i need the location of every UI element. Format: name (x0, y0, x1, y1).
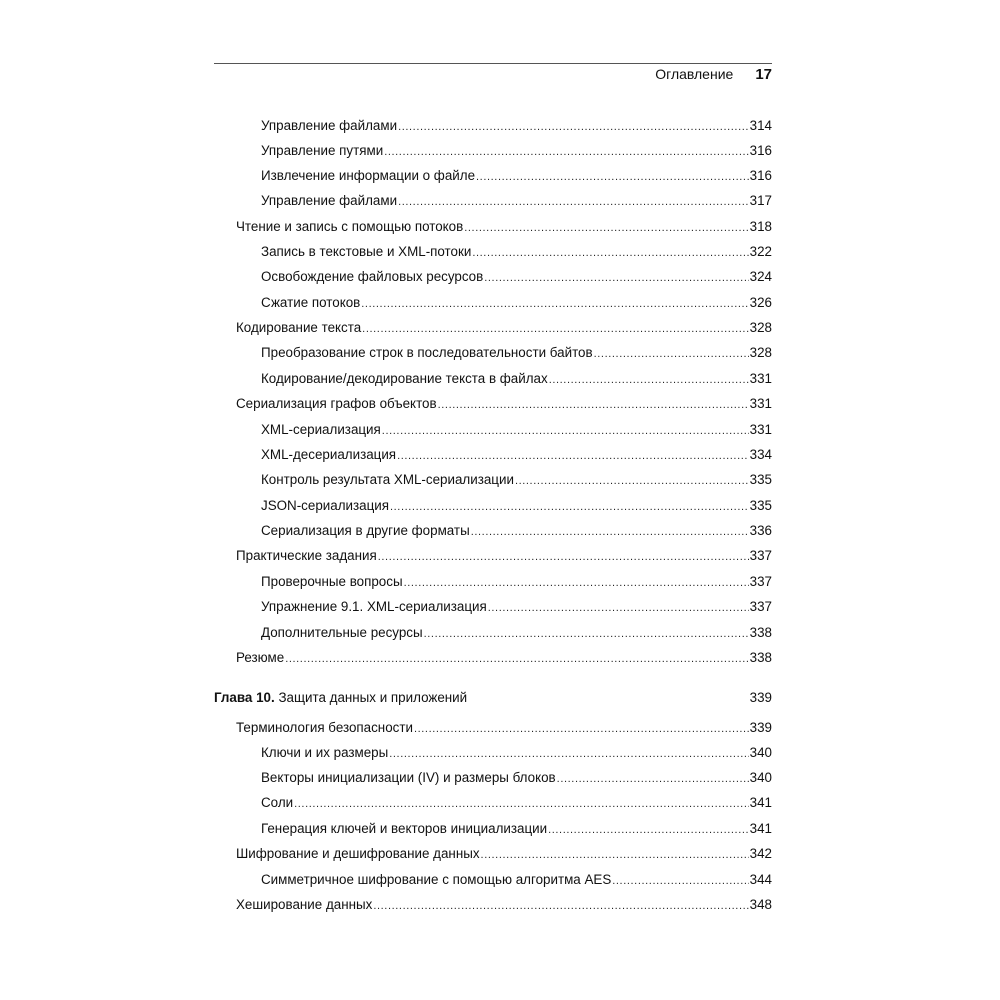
chapter-prefix: Глава 10. (214, 690, 275, 705)
dot-leader (549, 370, 749, 389)
toc-entry[interactable] (261, 191, 772, 211)
toc-entry[interactable] (261, 267, 772, 287)
toc-entry-page: 317 (749, 193, 772, 208)
toc-entry-label: Сжатие потоков (261, 295, 361, 310)
toc-entry-label: Практические задания (236, 548, 377, 563)
toc-section-entry[interactable] (236, 394, 772, 414)
toc-entry-page: 337 (749, 548, 772, 563)
toc-entry-label: Кодирование текста (236, 320, 362, 335)
toc-entry-page: 337 (749, 574, 772, 589)
dot-leader (438, 395, 749, 414)
running-head-title: Оглавление (655, 66, 734, 82)
toc-entry-label: Преобразование строк в последовательности байтов (261, 345, 593, 360)
toc-entry-label: Ключи и их размеры (261, 745, 389, 760)
toc-entry[interactable] (261, 743, 772, 763)
dot-leader (471, 522, 749, 541)
toc-entry[interactable] (261, 496, 772, 516)
toc-entry-page: 348 (749, 897, 772, 912)
toc-entry[interactable] (261, 242, 772, 262)
dot-leader (378, 547, 749, 566)
dot-leader (382, 421, 749, 440)
toc-entry-page: 340 (749, 770, 772, 785)
toc-entry-label: Сериализация в другие форматы (261, 523, 470, 538)
toc-entry-label: XML-десериализация (261, 447, 397, 462)
toc-entry-page: 336 (749, 523, 772, 538)
toc-entry[interactable] (261, 470, 772, 490)
toc-entry[interactable] (261, 521, 772, 541)
dot-leader (414, 719, 749, 738)
toc-entry[interactable] (261, 597, 772, 617)
toc-entry-page: 326 (749, 295, 772, 310)
dot-leader (464, 218, 748, 237)
toc-entry[interactable] (261, 793, 772, 813)
toc-entry-page: 334 (749, 447, 772, 462)
toc-entry-label: Освобождение файловых ресурсов (261, 269, 484, 284)
toc-entry-page: 331 (749, 396, 772, 411)
dot-leader (389, 744, 748, 763)
toc-entry-page: 341 (749, 821, 772, 836)
toc-entry-page: 328 (749, 320, 772, 335)
toc-entry-page: 341 (749, 795, 772, 810)
toc-section-entry[interactable] (236, 895, 772, 915)
header-rule (214, 63, 772, 64)
toc-entry-label: Соли (261, 795, 294, 810)
dot-leader (373, 896, 748, 915)
toc-entry-page: 338 (749, 650, 772, 665)
dot-leader (472, 243, 748, 262)
dot-leader (594, 344, 749, 363)
chapter-title: Защита данных и приложений (278, 690, 468, 705)
toc-entry-page: 338 (749, 625, 772, 640)
toc-section-entry[interactable] (236, 844, 772, 864)
toc-entry[interactable] (261, 141, 772, 161)
dot-leader (285, 649, 748, 668)
dot-leader (294, 794, 749, 813)
toc-section-entry[interactable] (236, 546, 772, 566)
dot-leader (481, 845, 749, 864)
toc-entry-page: 340 (749, 745, 772, 760)
toc-entry-page: 337 (749, 599, 772, 614)
toc-chapter-entry[interactable] (214, 688, 772, 708)
toc-entry[interactable] (261, 420, 772, 440)
toc-section-entry[interactable] (236, 718, 772, 738)
toc-entry-label: JSON-сериализация (261, 498, 389, 513)
toc-entry-page: 328 (749, 345, 772, 360)
toc-entry-label: Хеширование данных (236, 897, 373, 912)
toc-entry-label: Управление путями (261, 143, 384, 158)
toc-entry-label: Управление файлами (261, 193, 398, 208)
toc-entry-page: 331 (749, 422, 772, 437)
toc-entry[interactable] (261, 623, 772, 643)
toc-entry-label: Генерация ключей и векторов инициализации (261, 821, 548, 836)
toc-entry-label: Упражнение 9.1. XML-сериализация (261, 599, 487, 614)
dot-leader (548, 820, 749, 839)
dot-leader (557, 769, 749, 788)
toc-entry-page: 316 (749, 168, 772, 183)
toc-entry-page: 342 (749, 846, 772, 861)
toc-section-entry[interactable] (236, 648, 772, 668)
running-head (214, 66, 772, 86)
dot-leader (384, 142, 748, 161)
toc-entry[interactable] (261, 768, 772, 788)
toc-entry-label: Проверочные вопросы (261, 574, 403, 589)
toc-entry-page: 324 (749, 269, 772, 284)
toc-entry-page: 314 (749, 118, 772, 133)
toc-entry-page: 339 (749, 690, 772, 705)
toc-entry-page: 335 (749, 472, 772, 487)
toc-entry-page: 322 (749, 244, 772, 259)
toc-entry-label: Извлечение информации о файле (261, 168, 476, 183)
toc-entry[interactable] (261, 116, 772, 136)
dot-leader (390, 497, 749, 516)
toc-entry-label: Симметричное шифрование с помощью алгоритма AES (261, 872, 612, 887)
dot-leader (404, 573, 749, 592)
toc-entry-page: 318 (749, 219, 772, 234)
toc-entry[interactable] (261, 572, 772, 592)
toc-entry-label: Дополнительные ресурсы (261, 625, 423, 640)
toc-entry-page: 344 (749, 872, 772, 887)
dot-leader (398, 192, 749, 211)
toc-entry-page: 331 (749, 371, 772, 386)
toc-entry-page: 339 (749, 720, 772, 735)
toc-entry[interactable] (261, 870, 772, 890)
toc-entry[interactable] (261, 819, 772, 839)
dot-leader (424, 624, 749, 643)
dot-leader (488, 598, 749, 617)
dot-leader (476, 167, 749, 186)
dot-leader (484, 268, 748, 287)
dot-leader (398, 117, 749, 136)
dot-leader (612, 871, 748, 890)
toc-entry-label: Кодирование/декодирование текста в файлах (261, 371, 548, 386)
dot-leader (361, 294, 748, 313)
toc-entry[interactable] (261, 445, 772, 465)
toc-entry-label: Управление файлами (261, 118, 398, 133)
toc-entry-label: Терминология безопасности (236, 720, 413, 735)
toc-section-entry[interactable] (236, 318, 772, 338)
toc-entry-label: Контроль результата XML-сериализации (261, 472, 514, 487)
toc-entry-label: Шифрование и дешифрование данных (236, 846, 480, 861)
toc-entry-label: Векторы инициализации (IV) и размеры блоков (261, 770, 556, 785)
toc-entry-page: 335 (749, 498, 772, 513)
toc-entry-label: XML-сериализация (261, 422, 381, 437)
dot-leader (362, 319, 748, 338)
toc-section-entry[interactable] (236, 217, 772, 237)
toc-entry[interactable] (261, 166, 772, 186)
toc-entry[interactable] (261, 343, 772, 363)
toc-chapter-label (214, 688, 467, 708)
toc-entry-label: Резюме (236, 650, 285, 665)
toc-entry[interactable] (261, 369, 772, 389)
toc-entry[interactable] (261, 293, 772, 313)
dot-leader (397, 446, 749, 465)
dot-leader (515, 471, 749, 490)
toc-entry-label: Сериализация графов объектов (236, 396, 437, 411)
toc-entry-label: Чтение и запись с помощью потоков (236, 219, 464, 234)
toc-entry-page: 316 (749, 143, 772, 158)
running-head-page-number: 17 (755, 66, 772, 83)
toc-entry-label: Запись в текстовые и XML-потоки (261, 244, 472, 259)
